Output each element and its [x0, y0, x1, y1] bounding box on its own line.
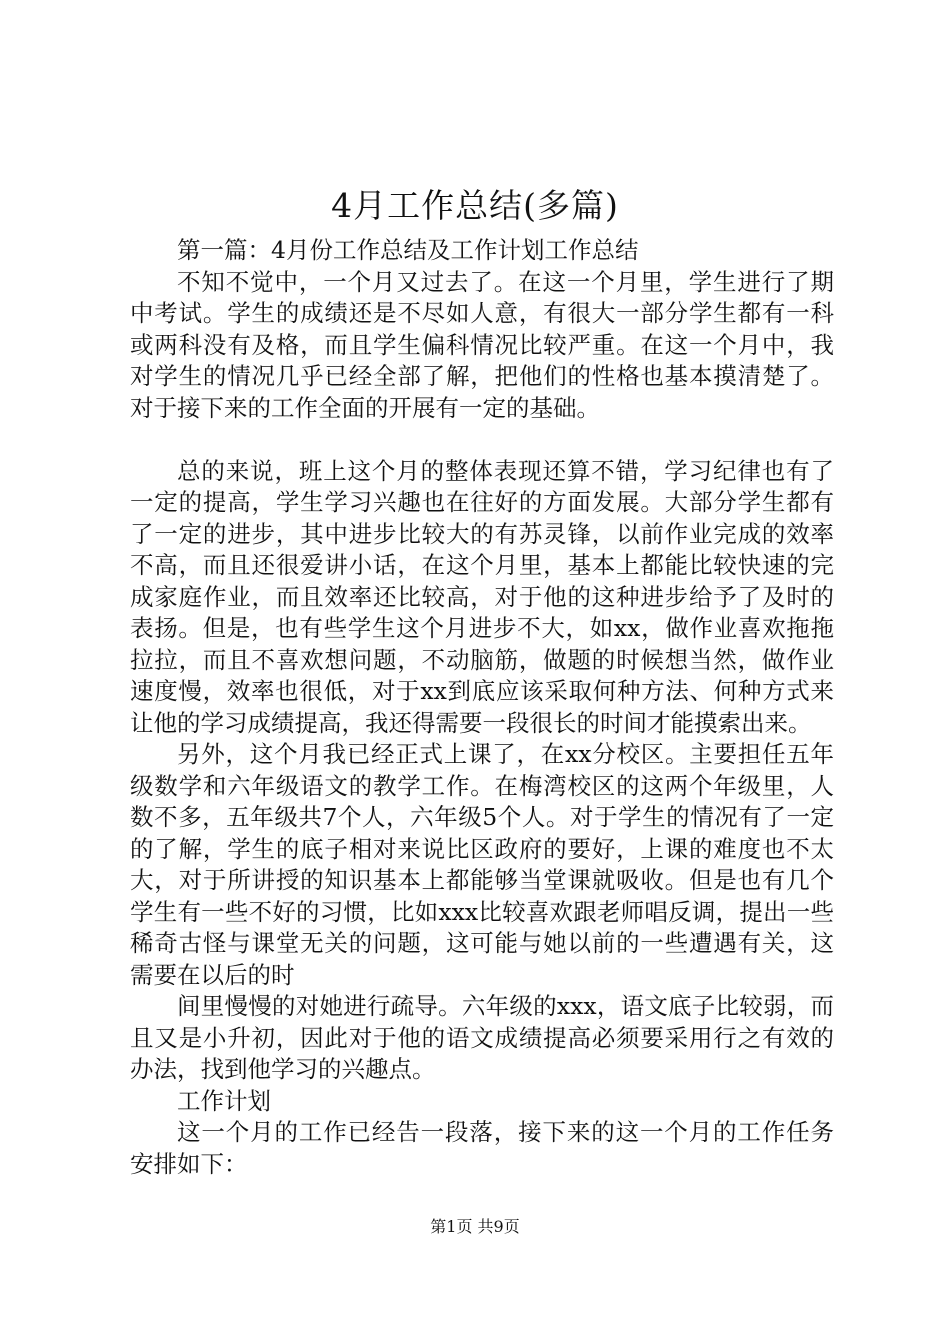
paragraph-intro: 不知不觉中，一个月又过去了。在这一个月里，学生进行了期中考试。学生的成绩还是不尽如人意，有很大一部分学生都有一科或两科没有及格，而且学生偏科情况比较严重。在这一个月中，我对学生的情况几乎已经全部了解，把他们的性格也基本摸清楚了。对于接下来的工作全面的开展有一定的基础。: [130, 267, 834, 422]
section-heading-plan: 工作计划: [177, 1086, 271, 1115]
document-title: 4月工作总结(多篇): [331, 186, 619, 225]
section-heading-first: 第一篇：4月份工作总结及工作计划工作总结: [177, 236, 639, 264]
paragraph-spacer: [130, 424, 834, 456]
page-number-indicator: 第1页 共9页: [430, 1217, 520, 1236]
document-body: [130, 235, 834, 1180]
paragraph-overall: 总的来说，班上这个月的整体表现还算不错，学习纪律也有了一定的提高，学生学习兴趣也在往好的方面发展。大部分学生都有了一定的进步，其中进步比较大的有苏灵锋，以前作业完成的效率不高，而且还很爱讲小话，在这个月里，基本上都能比较快速的完成家庭作业，而且效率还比较高，对于他的这种进步给予了及时的表扬。但是，也有些学生这个月进步不大，如xx，做作业喜欢拖拖拉拉，而且不喜欢想问题，不动脑筋，做题的时候想当然，做作业速度慢，效率也很低，对于xx到底应该采取何种方法、何种方式来让他的学习成绩提高，我还得需要一段很长的时间才能摸索出来。: [130, 456, 834, 737]
paragraph-teaching: 另外，这个月我已经正式上课了，在xx分校区。主要担任五年级数学和六年级语文的教学工作。在梅湾校区的这两个年级里，人数不多，五年级共7个人，六年级5个人。对于学生的情况有了一定的了解，学生的底子相对来说比区政府的要好，上课的难度也不太大，对于所讲授的知识基本上都能够当堂课就吸收。但是也有几个学生有一些不好的习惯，比如xxx比较喜欢跟老师唱反调，提出一些稀奇古怪与课堂无关的问题，这可能与她以前的一些遭遇有关，这需要在以后的时: [130, 740, 834, 989]
paragraph-plan: 这一个月的工作已经告一段落，接下来的这一个月的工作任务安排如下：: [130, 1118, 834, 1178]
paragraph-guidance: 间里慢慢的对她进行疏导。六年级的xxx，语文底子比较弱，而且又是小升初，因此对于他的语文成绩提高必须要采用行之有效的办法，找到他学习的兴趣点。: [130, 992, 834, 1083]
